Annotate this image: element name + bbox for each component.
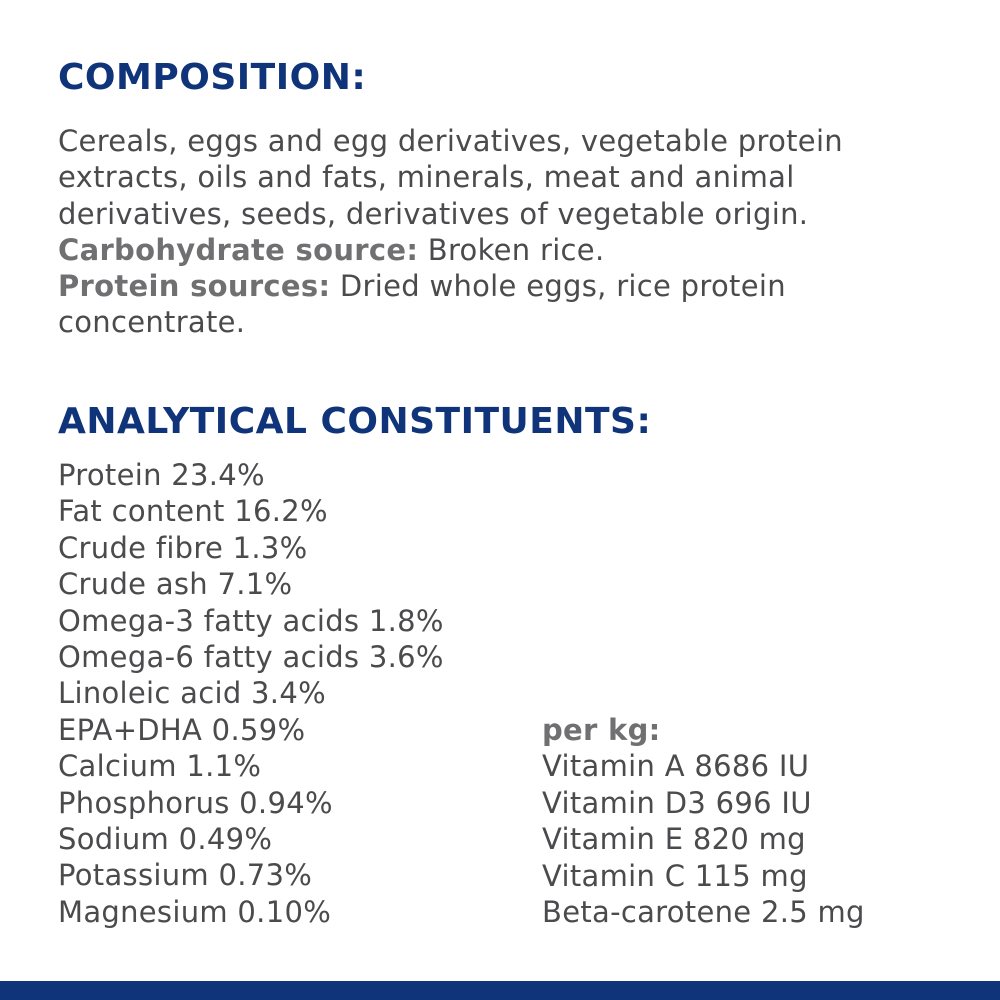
vitamin-item: Vitamin C 115 mg (542, 858, 808, 893)
constituent-item: Omega-3 fatty acids 1.8% (58, 603, 444, 638)
constituent-item: Potassium 0.73% (58, 858, 313, 893)
vitamin-item: Vitamin D3 696 IU (542, 785, 812, 820)
constituent-item: EPA+DHA 0.59% (58, 712, 306, 747)
ingredients-text: Cereals, eggs and egg derivatives, vegetable protein extracts, oils and fats, minerals, meat and animal derivatives, seeds, derivatives of vegetable origin. (58, 124, 843, 231)
per-kg-label: per kg: (542, 713, 661, 747)
constituent-item: Sodium 0.49% (58, 822, 273, 857)
protein-sources-label: Protein sources: (58, 269, 331, 304)
constituent-item: Protein 23.4% (58, 458, 265, 492)
constituent-item: Fat content 16.2% (58, 494, 328, 529)
analytical-constituents-heading: ANALYTICAL CONSTITUENTS: (58, 401, 652, 442)
composition-section (58, 123, 958, 341)
constituent-item: Crude ash 7.1% (58, 567, 293, 602)
constituent-item: Calcium 1.1% (58, 749, 262, 784)
constituent-item: Magnesium 0.10% (58, 894, 332, 929)
constituent-item: Omega-6 fatty acids 3.6% (58, 640, 444, 675)
constituent-item: Linoleic acid 3.4% (58, 676, 326, 711)
composition-heading: COMPOSITION: (58, 57, 367, 98)
protein-sources-line (58, 268, 958, 341)
protein-sources-value: Dried whole eggs, rice protein concentrate. (58, 269, 786, 340)
footer-bar (0, 981, 1000, 1000)
constituents-list (58, 457, 444, 930)
constituent-item: Phosphorus 0.94% (58, 785, 333, 820)
vitamins-list (542, 748, 865, 930)
per-kg-section (542, 712, 865, 930)
vitamin-item: Beta-carotene 2.5 mg (542, 895, 865, 930)
vitamin-item: Vitamin A 8686 IU (542, 749, 810, 784)
vitamin-item: Vitamin E 820 mg (542, 822, 806, 857)
carbohydrate-source-label: Carbohydrate source: (58, 232, 419, 267)
carbohydrate-source-line (58, 232, 958, 268)
carbohydrate-source-value: Broken rice. (418, 232, 605, 267)
constituent-item: Crude fibre 1.3% (58, 530, 308, 565)
